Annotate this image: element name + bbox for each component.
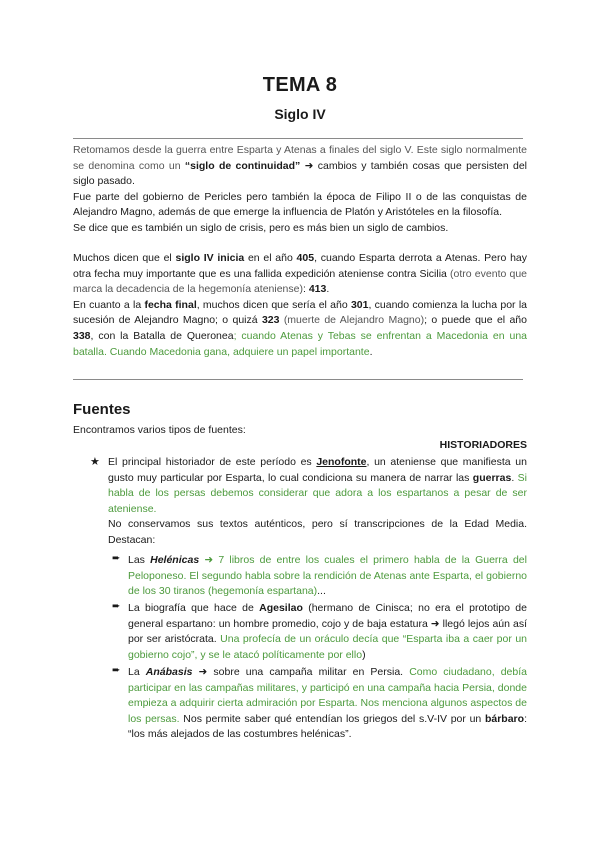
- intro-text: Fue parte del gobierno de Pericles pero también la época de Filipo II o de las conquistas de Alejandro Magno, además de que emerge la influencia de Platón y Aristóteles en la filosofía.: [73, 190, 527, 219]
- list-item: [112, 601, 527, 663]
- text: en el año: [244, 252, 297, 264]
- green-note: Como ciudadano, debía participar en las campañas militares, y participó en una campaña hacia Persia, donde empieza a adquirir cierta admiración por Esparta. Nos menciona algunos aspectos de los persas.: [128, 666, 527, 725]
- section-heading: Fuentes: [73, 401, 131, 418]
- arrow-bullet-icon: ➨: [112, 665, 121, 676]
- intro-bold: “siglo de continuidad”: [184, 159, 301, 172]
- text: Muchos dicen que el: [73, 252, 176, 264]
- list-item-text: [128, 553, 527, 600]
- bold-text: 301: [350, 298, 369, 311]
- star-bullet-icon: ★: [90, 456, 100, 468]
- text: ): [362, 648, 366, 661]
- green-note: Si habla de los persas debemos considerar que adora a los espartanos a pesar de ser ateniense.: [108, 471, 527, 515]
- text: La biografía que hace de: [128, 602, 260, 614]
- dates-paragraph: [73, 251, 527, 360]
- text: En cuanto a la: [73, 298, 145, 311]
- text: ➜ sobre una campaña militar en Persia.: [192, 666, 410, 678]
- text: .: [511, 471, 518, 484]
- text: Nos permite saber qué entendían los griegos del s.V-IV por un: [179, 712, 485, 725]
- text: , cuando comienza la lucha por la sucesión de Alejandro Magno; o quizá: [73, 298, 527, 327]
- bold-text: bárbaro: [484, 712, 525, 725]
- green-note: ; cuando Atenas y Tebas se enfrentan a Macedonia en una batalla. Cuando Macedonia gana, adquiere un papel importante: [73, 329, 528, 358]
- intro-text: Se dice que es también un siglo de crisis, pero es más bien un siglo de cambios.: [73, 221, 449, 234]
- page-subtitle: Siglo IV: [274, 106, 326, 122]
- list-item: [112, 665, 527, 743]
- intro-paragraph: [73, 143, 527, 237]
- note-text: (otro evento que marca la decadencia de la hegemonía ateniense): [73, 267, 527, 296]
- text: La: [128, 666, 146, 678]
- text: El principal historiador de este período es: [108, 456, 317, 468]
- green-note: ➜ 7 libros de entre los cuales el primero habla de la Guerra del Peloponeso. El segundo habla sobre la rendición de Atenas ante Esparta, el gobierno de los 30 tiranos (hegemonía espartana): [128, 554, 527, 598]
- bold-text: siglo IV inicia: [175, 252, 245, 264]
- arrow-bullet-icon: ➨: [112, 553, 121, 564]
- intro-text: Retomamos desde la guerra entre Esparta y Atenas a finales del siglo V. Este siglo normalmente se denomina como un: [73, 144, 527, 172]
- note-text: (muerte de Alejandro Magno): [279, 314, 425, 327]
- text: , un ateniense que manifiesta un gusto muy particular por Esparta, lo cual condiciona su manera de narrar las: [108, 456, 527, 484]
- bold-text: 413: [308, 283, 327, 296]
- list-item-text: [128, 601, 527, 663]
- section-intro: Encontramos varios tipos de fuentes:: [73, 424, 246, 436]
- text: ...: [317, 585, 326, 598]
- text: , con la Batalla de Queronea: [90, 329, 234, 342]
- page-title: TEMA 8: [262, 74, 338, 96]
- divider: [73, 379, 523, 380]
- text: : “los más alejados de las costumbres helénicas”.: [128, 712, 527, 741]
- bold-text: guerras: [472, 471, 512, 484]
- arrow-bullet-icon: ➨: [112, 601, 121, 612]
- bold-italic-text: Anábasis: [145, 666, 193, 678]
- bold-italic-text: Helénicas: [150, 554, 200, 566]
- category-heading: HISTORIADORES: [439, 439, 527, 451]
- list-item: [112, 553, 527, 600]
- text: , cuando Esparta derrota a Atenas. Pero hay otra fecha muy importante que es una fallida expedición ateniense contra Sicilia: [73, 252, 528, 280]
- divider: [73, 138, 523, 139]
- text: , muchos dicen que sería el año: [196, 298, 351, 311]
- bold-text: Agesilao: [259, 602, 303, 614]
- bold-text: Jenofonte: [316, 456, 367, 468]
- bold-text: 323: [261, 314, 280, 327]
- text: No conservamos sus textos auténticos, pero sí transcripciones de la Edad Media. Destacan:: [108, 518, 527, 546]
- text: (hermano de Ciniscа; no era el prototipo de general espartano: un hombre promedio, cojo y de baja estatura ➜ llegó lejos aún así por ser aristócrata.: [128, 602, 527, 646]
- intro-text: ➜ cambios y también cosas que persisten del siglo pasado.: [73, 159, 528, 188]
- text: Las: [128, 554, 151, 566]
- text: .: [326, 283, 330, 296]
- text: .: [369, 345, 373, 358]
- text: :: [303, 283, 309, 296]
- bold-text: fecha final: [144, 298, 197, 311]
- bold-text: 338: [73, 329, 91, 342]
- text: ; o puede que el año: [424, 314, 527, 327]
- list-item-text: [108, 455, 527, 549]
- bold-text: 405: [296, 252, 315, 264]
- list-item-text: [128, 665, 527, 743]
- green-note: Una profecía de un oráculo decía que “Esparta iba a caer por un gobierno cojo”, y se le atacó políticamente por ello: [128, 633, 527, 661]
